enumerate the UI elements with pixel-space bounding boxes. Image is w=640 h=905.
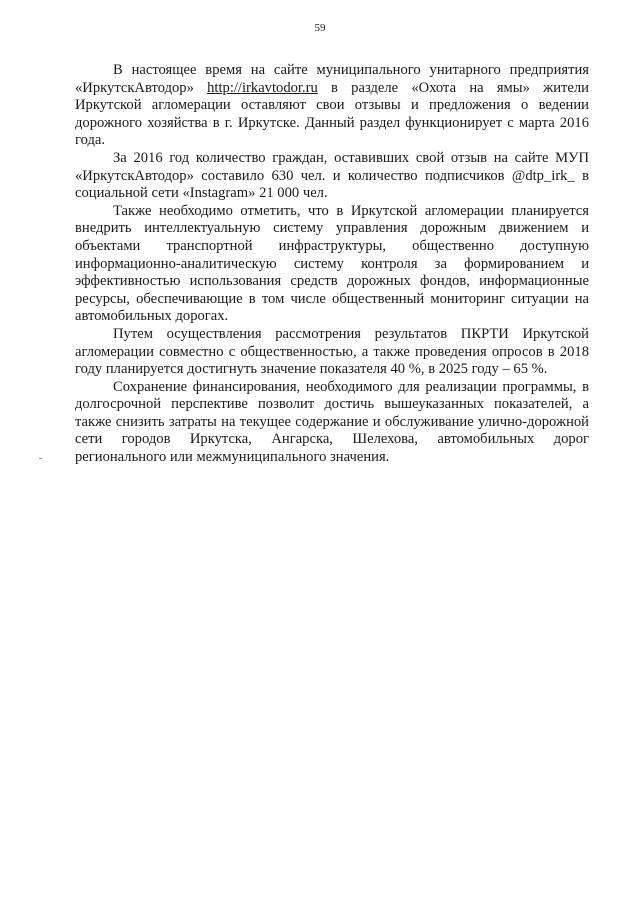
- page-number: 59: [314, 22, 326, 34]
- website-link[interactable]: http://irkavtodor.ru: [207, 79, 318, 96]
- paragraph-website-feedback: [75, 62, 589, 150]
- paragraph-financing: Сохранение финансирования, необходимого для реализации программы, в долгосрочной перспективе позволит достичь вышеуказанных показателей, а также снизить затраты на текущее содержание и обслуживание улично-дорожной сети городов Иркутска, Ангарска, Шелехова, автомобильных дорог регионального или межмуниципального значения.: [75, 378, 589, 466]
- paragraph-survey-targets: Путем осуществления рассмотрения результатов ПКРТИ Иркутской агломерации совместно с общественностью, а также проведения опросов в 2018 году планируется достигнуть значение показателя 40 %, в 2025 году – 65 %.: [75, 325, 589, 378]
- paragraph-feedback-statistics: За 2016 год количество граждан, оставивших свой отзыв на сайте МУП «ИркутскАвтодор» составило 630 чел. и количество подписчиков @dtp_irk_ в социальной сети «Instagram» 21 000 чел.: [75, 149, 589, 202]
- paragraph-text: В настоящее время на сайте муниципального унитарного предприятия «ИркутскАвтодор»: [75, 62, 589, 96]
- paragraph-text: в разделе «Охота на ямы» жители Иркутской агломерации оставляют свои отзывы и предложения о ведении дорожного хозяйства в г. Иркутске. Данный раздел функционирует с марта 2016 года.: [75, 79, 589, 149]
- margin-mark: [39, 458, 42, 459]
- document-body: [75, 62, 589, 467]
- paragraph-intelligent-system: Также необходимо отметить, что в Иркутской агломерации планируется внедрить интеллектуальную систему управления дорожным движением и объектами транспортной инфраструктуры, общественно доступную информационно-аналитическую систему контроля за формированием и эффективностью использования средств дорожных фондов, информационные ресурсы, обеспечивающие в том числе общественный мониторинг ситуации на автомобильных дорогах.: [75, 202, 589, 325]
